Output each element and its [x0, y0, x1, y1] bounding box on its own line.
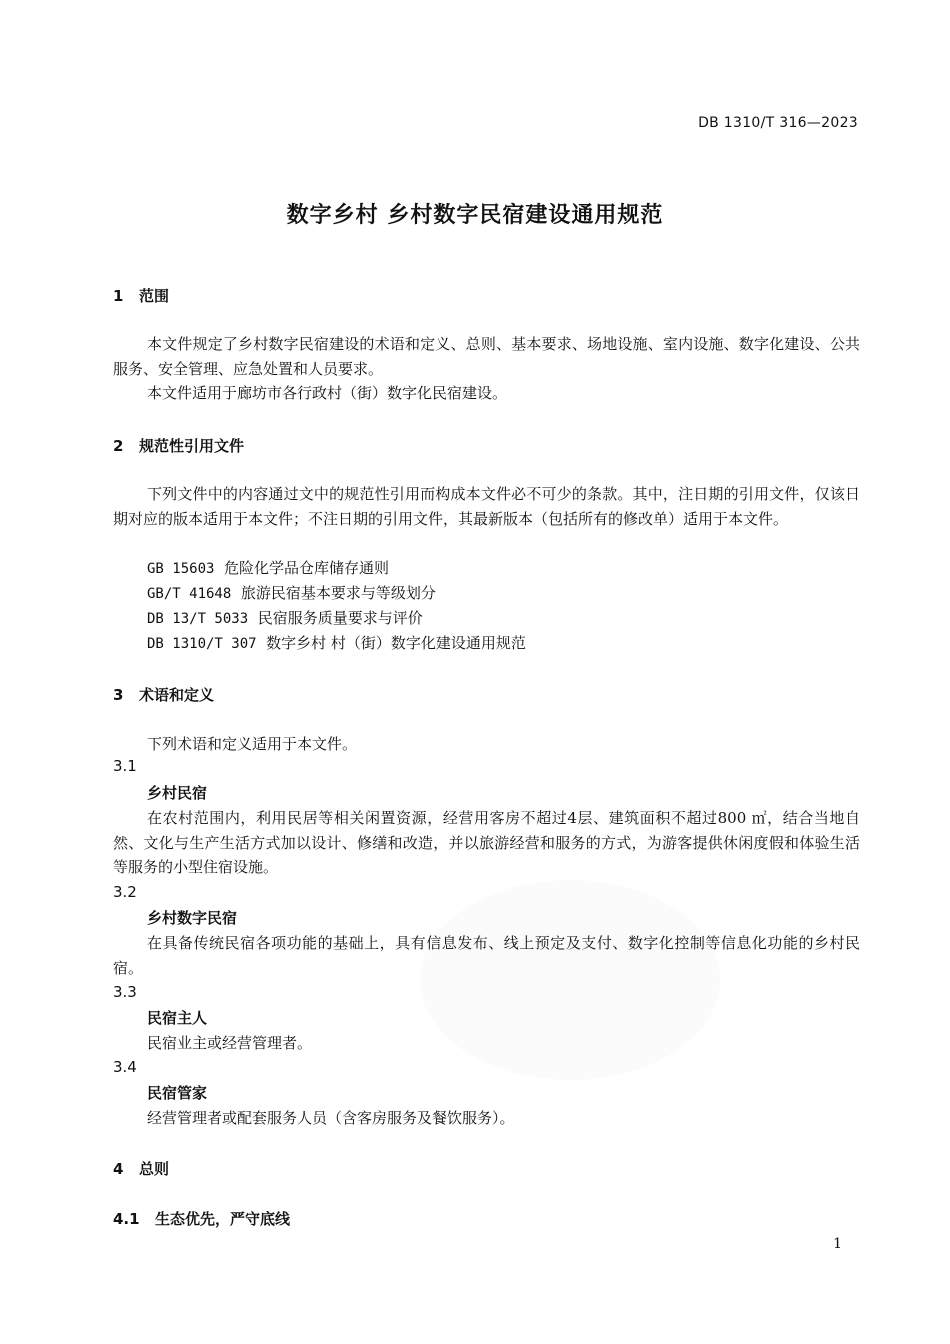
- reference-title: 数字乡村 村（街）数字化建设通用规范: [266, 634, 526, 652]
- reference-item: [147, 632, 526, 653]
- term-definition: 在具备传统民宿各项功能的基础上，具有信息发布、线上预定及支付、数字化控制等信息化功能的乡村民宿。: [113, 934, 860, 977]
- document-title: 数字乡村 乡村数字民宿建设通用规范: [286, 203, 664, 228]
- section-title: 范围: [139, 287, 170, 305]
- term-number: 3.1: [113, 757, 137, 775]
- section-3-heading: [113, 684, 214, 705]
- term-definition: 民宿业主或经营管理者。: [147, 1034, 313, 1052]
- reference-code: GB/T 41648: [147, 586, 232, 602]
- reference-title: 危险化学品仓库储存通则: [223, 559, 389, 577]
- section-title: 总则: [139, 1160, 170, 1178]
- reference-code: DB 13/T 5033: [147, 611, 249, 627]
- reference-title: 旅游民宿基本要求与等级划分: [240, 584, 436, 602]
- section-title: 规范性引用文件: [139, 437, 245, 455]
- section-title: 术语和定义: [139, 686, 215, 704]
- section-2-heading: [113, 435, 244, 456]
- term-definition: 在农村范围内，利用民居等相关闲置资源，经营用客房不超过4层、建筑面积不超过800 ㎡，结合当地自然、文化与生产生活方式加以设计、修缮和改造，并以旅游经营和服务的方式，为游客提供休闲度假和体验生活等服务的小型住宿设施。: [113, 809, 860, 876]
- section-1-heading: [113, 285, 169, 306]
- reference-code: DB 1310/T 307: [147, 636, 257, 652]
- term-name: 民宿管家: [147, 1084, 208, 1102]
- reference-item: [147, 607, 423, 628]
- section-number: 3: [113, 686, 124, 704]
- section-number: 1: [113, 287, 124, 305]
- reference-code: GB 15603: [147, 561, 215, 577]
- section-4-heading: [113, 1158, 169, 1179]
- term-definition: 经营管理者或配套服务人员（含客房服务及餐饮服务）。: [147, 1109, 515, 1127]
- section-number: 2: [113, 437, 124, 455]
- section-2-paragraph-1: 下列文件中的内容通过文中的规范性引用而构成本文件必不可少的条款。其中，注日期的引用文件，仅该日期对应的版本适用于本文件；不注日期的引用文件，其最新版本（包括所有的修改单）适用于本文件。: [113, 485, 860, 528]
- term-name: 乡村民宿: [147, 784, 208, 802]
- subsection-number: 4.1: [113, 1210, 140, 1228]
- reference-item: [147, 582, 436, 603]
- standard-id: DB 1310/T 316—2023: [698, 115, 858, 131]
- section-number: 4: [113, 1160, 124, 1178]
- page-number: 1: [833, 1236, 842, 1252]
- subsection-4-1-heading: [113, 1208, 290, 1229]
- reference-item: [147, 557, 389, 578]
- term-number: 3.3: [113, 983, 137, 1001]
- term-name: 民宿主人: [147, 1009, 208, 1027]
- reference-title: 民宿服务质量要求与评价: [257, 609, 423, 627]
- section-3-intro: 下列术语和定义适用于本文件。: [147, 735, 358, 753]
- section-1-paragraph-1: 本文件规定了乡村数字民宿建设的术语和定义、总则、基本要求、场地设施、室内设施、数字化建设、公共服务、安全管理、应急处置和人员要求。: [113, 335, 860, 378]
- term-number: 3.4: [113, 1058, 137, 1076]
- term-name: 乡村数字民宿: [147, 909, 238, 927]
- subsection-title: 生态优先，严守底线: [155, 1210, 291, 1228]
- term-number: 3.2: [113, 883, 137, 901]
- section-1-paragraph-2: 本文件适用于廊坊市各行政村（街）数字化民宿建设。: [147, 384, 508, 402]
